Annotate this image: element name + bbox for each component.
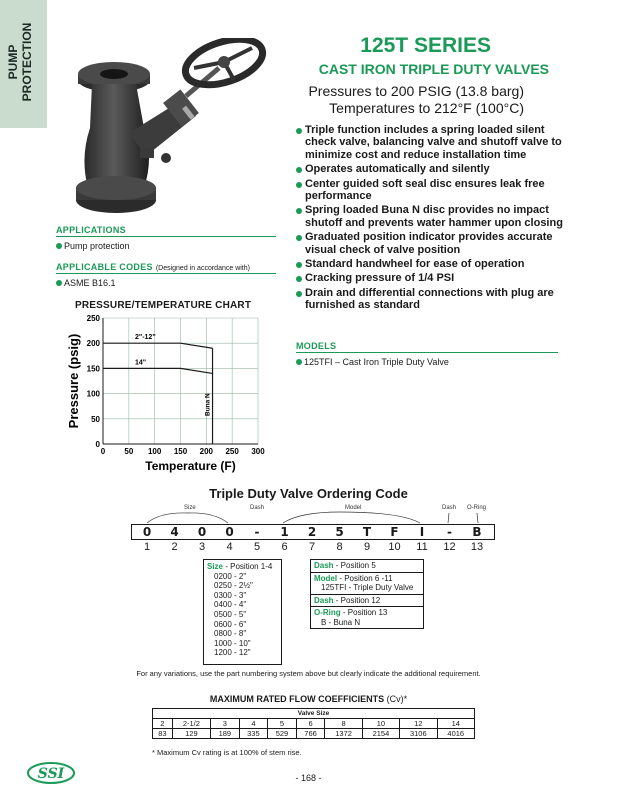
position-number: 12 — [443, 541, 456, 553]
flow-footnote: * Maximum Cv rating is at 100% of stem rise. — [152, 748, 302, 757]
valve-size-cell: 10 — [362, 719, 399, 729]
applicable-codes-title: APPLICABLE CODES — [56, 262, 153, 272]
legend-dash-12 — [311, 595, 423, 608]
legend-detail: 125TFI - Triple Duty Valve — [321, 583, 414, 593]
size-legend-box — [203, 559, 282, 665]
cv-value-cell: 1372 — [325, 729, 362, 739]
flow-title-unit: (Cv)* — [384, 694, 408, 704]
feature-item: Drain and differential connections with plug are furnished as standard — [296, 287, 572, 312]
series-label: 14" — [135, 359, 147, 367]
oring-label: O-Ring — [467, 505, 487, 511]
position-number: 3 — [198, 541, 206, 553]
series-title: 125T SERIES — [360, 34, 491, 57]
y-tick-label: 0 — [95, 440, 100, 449]
position-number: 4 — [226, 541, 233, 553]
legend-title: Model — [314, 573, 338, 583]
size-option: 1200 - 12" — [214, 648, 251, 658]
pressure-spec: Pressures to 200 PSIG (13.8 barg) — [308, 83, 524, 99]
x-axis-title: Temperature (F) — [145, 459, 236, 473]
flow-coefficient-table — [152, 708, 475, 739]
size-legend-position: - Position 1-4 — [223, 562, 273, 571]
x-tick-label: 300 — [251, 447, 265, 456]
variation-note: For any variations, use the part numbering system above but clearly indicate the additional requirement. — [136, 669, 481, 678]
valve-size-cell: 6 — [296, 719, 325, 729]
flow-title — [0, 694, 617, 704]
feature-item: Standard handwheel for ease of operation — [296, 258, 572, 270]
valve-size-cell: 2-1/2 — [172, 719, 210, 729]
feature-item: Spring loaded Buna N disc provides no impact shutoff and prevents water hammer upon closing — [296, 204, 572, 229]
x-tick-label: 200 — [199, 447, 214, 456]
model-label: Model — [345, 505, 362, 511]
cv-value-cell: 129 — [172, 729, 210, 739]
code-character: - — [447, 525, 452, 539]
position-number: 1 — [143, 541, 151, 553]
position-number: 11 — [416, 541, 428, 553]
y-tick-label: 100 — [86, 389, 100, 399]
valve-size-cell: 12 — [400, 719, 437, 729]
cv-value-cell: 335 — [239, 729, 268, 739]
size-option: 1000 - 10" — [214, 638, 251, 648]
legend-position: - Position 13 — [340, 608, 388, 618]
x-tick-label: 100 — [147, 447, 162, 456]
legend-position: - Position 12 — [333, 595, 381, 605]
code-character: I — [419, 525, 425, 539]
size-legend-heading — [207, 562, 278, 572]
size-option: 0500 - 5" — [214, 609, 247, 619]
cv-value-cell: 83 — [153, 729, 173, 739]
category-line-2: PROTECTION — [20, 22, 34, 102]
position-number: 2 — [171, 541, 178, 553]
valve-size-cell: 5 — [268, 719, 297, 729]
position-number: 5 — [253, 541, 261, 553]
code-character: T — [362, 525, 372, 539]
feature-item: Operates automatically and silently — [296, 163, 572, 175]
table-header: Valve Size — [153, 709, 475, 719]
legend-title: Dash — [314, 595, 334, 605]
y-tick-label: 250 — [86, 314, 100, 323]
feature-item: Graduated position indicator provides accurate visual check of valve position — [296, 231, 572, 256]
page-number: - 168 - — [295, 773, 322, 783]
position-number: 8 — [336, 541, 343, 553]
code-character: 2 — [307, 525, 317, 539]
flow-title-main: MAXIMUM RATED FLOW COEFFICIENTS — [209, 694, 385, 704]
size-option: 0250 - 2½" — [214, 581, 253, 591]
temperature-spec: Temperatures to 212°F (100°C) — [329, 100, 524, 116]
feature-item: Center guided soft seal disc ensures leak free performance — [296, 178, 572, 203]
ordering-title: Triple Duty Valve Ordering Code — [209, 486, 408, 501]
size-options — [207, 572, 278, 658]
legend-position: - Position 6 -11 — [337, 573, 393, 583]
legend-detail: B - Buna N — [321, 617, 361, 627]
series-subtitle: CAST IRON TRIPLE DUTY VALVES — [318, 61, 549, 77]
code-item-text: ASME B16.1 — [64, 278, 116, 288]
applications-heading: APPLICATIONS — [56, 225, 126, 235]
models-heading: MODELS — [296, 341, 337, 351]
logo-text: SSI — [37, 766, 65, 782]
legend-model — [311, 573, 423, 595]
y-tick-label: 200 — [86, 339, 100, 349]
y-tick-label: 150 — [86, 364, 100, 374]
application-item-text: Pump protection — [64, 241, 130, 251]
cv-value-cell: 766 — [296, 729, 325, 739]
table-row — [153, 729, 475, 739]
valve-size-cell: 8 — [325, 719, 362, 729]
y-tick-label: 50 — [91, 414, 100, 424]
position-number: 13 — [470, 541, 484, 553]
legend-position: - Position 5 — [333, 561, 376, 570]
code-character: 0 — [142, 525, 152, 539]
cv-value-cell: 3106 — [400, 729, 437, 739]
size-option: 0400 - 4" — [214, 600, 247, 610]
legend-dash-5 — [311, 560, 423, 573]
position-number: 10 — [388, 541, 401, 553]
series-label: 2"-12" — [135, 334, 156, 342]
dash-label: Dash — [250, 505, 265, 511]
valve-size-cell: 2 — [153, 719, 173, 729]
position-number: 6 — [281, 541, 288, 553]
limit-label: Buna N — [204, 393, 212, 416]
x-tick-label: 150 — [173, 447, 188, 456]
feature-item: Triple function includes a spring loaded silent check valve, balancing valve and shutoff valve to minimize cost and reduce installation time — [296, 124, 572, 161]
code-character: 0 — [197, 525, 207, 539]
valve-size-cell: 4 — [239, 719, 268, 729]
cv-value-cell: 529 — [268, 729, 297, 739]
legend-title: O-Ring — [314, 608, 341, 618]
code-character: - — [254, 525, 260, 539]
cv-value-cell: 2154 — [362, 729, 399, 739]
applicable-codes-note: (Designed in accordance with) — [155, 265, 250, 272]
size-option: 0800 - 8" — [214, 629, 247, 639]
x-tick-label: 0 — [100, 447, 106, 456]
x-tick-label: 50 — [124, 447, 134, 456]
size-option: 0300 - 3" — [214, 590, 247, 600]
code-character: 1 — [280, 525, 289, 539]
feature-item: Cracking pressure of 1/4 PSI — [296, 272, 572, 284]
valve-size-cell: 3 — [211, 719, 240, 729]
cv-value-cell: 189 — [211, 729, 240, 739]
position-legend-box — [310, 559, 424, 629]
code-character: 0 — [225, 525, 234, 539]
x-tick-label: 250 — [225, 447, 239, 456]
valve-size-cell: 14 — [437, 719, 474, 729]
size-option: 0200 - 2" — [214, 571, 247, 581]
y-axis-title: Pressure (psig) — [66, 333, 81, 429]
size-label: Size — [184, 505, 196, 511]
legend-oring — [311, 607, 423, 628]
category-line-1: PUMP — [6, 44, 20, 80]
position-number: 9 — [363, 541, 371, 553]
chart-title: PRESSURE/TEMPERATURE CHART — [75, 300, 252, 311]
size-legend-title: Size — [207, 562, 224, 571]
code-character: 5 — [335, 525, 344, 539]
code-character: 4 — [170, 525, 179, 539]
cv-value-cell: 4016 — [437, 729, 474, 739]
position-number: 7 — [308, 541, 316, 553]
table-row — [153, 719, 475, 729]
legend-title: Dash — [314, 561, 334, 570]
code-character: B — [472, 525, 482, 539]
model-item-text: 125TFI – Cast Iron Triple Duty Valve — [304, 357, 449, 367]
dash-label: Dash — [442, 505, 457, 511]
code-character: F — [390, 525, 399, 539]
size-option: 0600 - 6" — [214, 619, 247, 629]
